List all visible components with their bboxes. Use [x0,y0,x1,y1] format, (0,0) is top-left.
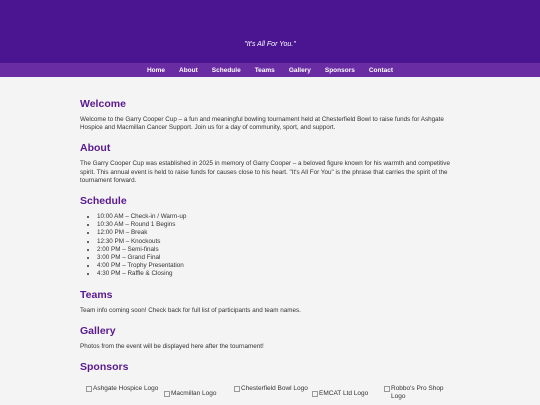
nav-contact[interactable]: Contact [368,66,394,74]
nav-sponsors[interactable]: Sponsors [324,66,355,74]
hero-banner [0,0,540,63]
about-section [80,142,460,185]
sponsor-logos [86,385,460,400]
broken-image-icon [164,391,170,397]
schedule-item: • 3:00 PM – Grand Final [97,254,460,262]
sponsor-alt-text: Robbo's Pro Shop Logo [391,385,444,400]
nav-schedule[interactable]: Schedule [211,66,241,74]
sponsor-macmillan-logo [164,390,234,398]
main-nav [0,63,540,77]
nav-gallery[interactable]: Gallery [288,66,311,74]
sponsor-robbos-logo [384,385,454,400]
schedule-item: • 10:30 AM – Round 1 Begins [97,221,460,229]
welcome-section [80,98,460,132]
sponsor-emcat-logo [312,390,384,398]
about-title: About [80,142,111,155]
teams-title: Teams [80,288,113,301]
gallery-title: Gallery [80,324,116,337]
schedule-item: • 12:00 PM – Break [97,229,460,237]
broken-image-icon [234,386,240,392]
sponsor-alt-text: Chesterfield Bowl Logo [241,385,308,393]
schedule-item: • 10:00 AM – Check-in / Warm-up [97,213,460,221]
main-content [0,77,540,400]
tagline: "It's All For You." [244,41,296,48]
welcome-text: Welcome to the Garry Cooper Cup – a fun and meaningful bowling tournament held at Chesterfield Bowl to raise funds for Ashgate Hospice and Macmillan Cancer Support. Join us for a day of community, sport, and support. [80,116,444,132]
broken-image-icon [312,391,318,397]
gallery-section [80,325,460,351]
schedule-title: Schedule [80,195,127,208]
schedule-item: • 4:30 PM – Raffle & Closing [97,270,460,278]
sponsor-alt-text: EMCAT Ltd Logo [319,390,369,398]
broken-image-icon [384,386,390,392]
schedule-item: • 2:00 PM – Semi-finals [97,246,460,254]
sponsor-ashgate-logo [86,385,164,393]
sponsors-title: Sponsors [80,361,129,374]
about-text: The Garry Cooper Cup was established in 2025 in memory of Garry Cooper – a beloved figure known for his warmth and competitive spirit. This annual event is held to raise funds for causes close to his heart. "It's All For You" is the phrase that carries the spirit of the tournament forward. [80,160,450,184]
sponsor-alt-text: Ashgate Hospice Logo [93,385,159,393]
nav-teams[interactable]: Teams [254,66,275,74]
schedule-item: • 4:00 PM – Trophy Presentation [97,262,460,270]
schedule-list [80,213,460,279]
nav-about[interactable]: About [179,66,198,74]
schedule-item: • 12:30 PM – Knockouts [97,238,460,246]
sponsor-alt-text: Macmillan Logo [171,390,217,398]
gallery-text: Photos from the event will be displayed here after the tournament! [80,342,264,350]
nav-home[interactable]: Home [146,66,165,74]
teams-section [80,289,460,315]
teams-text: Team info coming soon! Check back for full list of participants and team names. [80,306,301,314]
broken-image-icon [86,386,92,392]
welcome-title: Welcome [80,98,126,110]
sponsor-chesterfield-logo [234,385,312,393]
sponsors-section [80,361,460,400]
schedule-section [80,195,460,279]
